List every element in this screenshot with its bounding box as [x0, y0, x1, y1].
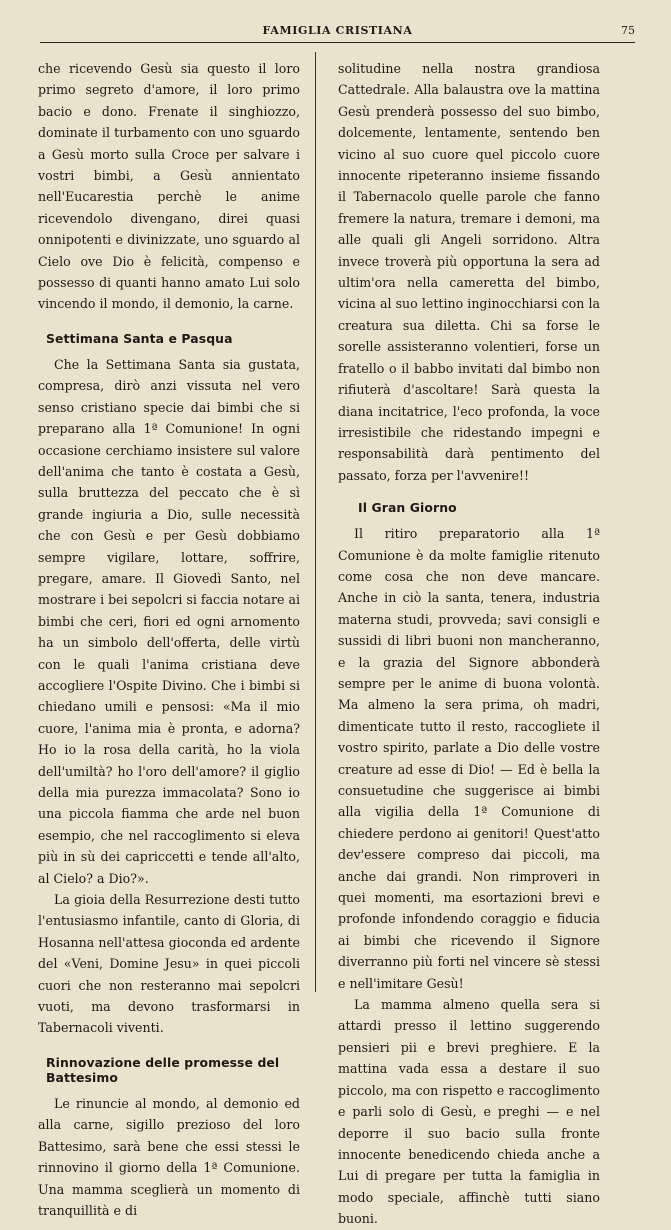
- left-column: [38, 58, 300, 1221]
- section-heading-gran-giorno: Il Gran Giorno: [358, 500, 457, 516]
- paragraph: Che la Settimana Santa sia gustata, compresa, dirò anzi vissuta nel vero senso cristiano specie dai bimbi che si preparano alla 1ª Comunione! In ogni occasione cerchiamo insistere sul valore dell'anima che tanto è costata a Gesù, sulla bruttezza del peccato che è sì grande ingiuria a Dio, sulle necessità che con Gesù e per Gesù dobbiamo sempre vigilare, lottare, soffrire, pregare, amare. Il Giovedì Santo, nel mostrare i bei sepolcri si faccia notare ai bimbi che ceri, fiori ed ogni arnomento ha un simbolo dell'offerta, delle virtù con le quali l'anima cristiana deve accogliere l'Ospite Divino. Che i bimbi si chiedano umili e pensosi: «Ma il mio cuore, l'anima mia è pronta, e adorna? Ho io la rosa della carità, ho la viola dell'umiltà? ho l'oro dell'amore? il giglio della mia purezza immacolata? Sono io una piccola fiamma che arde nel buon esempio, che nel raccoglimento si eleva più in sù dei capriccetti e tende all'alto, al Cielo? a Dio?».: [38, 356, 300, 886]
- section-heading-settimana-santa: Settimana Santa e Pasqua: [46, 330, 233, 346]
- paragraph-continued: solitudine nella nostra grandiosa Cattedrale. Alla balaustra ove la mattina Gesù prenderà possesso del suo bimbo, dolcemente, lentamente, sentendo ben vicino al suo cuore quel piccolo cuore innocente ripeteranno insieme fissando il Tabernacolo quelle parole che fanno fremere la natura, tremare i demoni, ma alle quali gli Angeli sorridono. Altra invece troverà più opportuna la sera ad ultim'ora nella cameretta del bimbo, vicina al suo lettino inginocchiarsi con la creatura sua diletta. Chi sa forse le sorelle assisteranno volentieri, forse un fratello o il babbo invitati dal bimbo non rifiuterà d'ascoltare! Sarà questa la diana incitatrice, l'eco profonda, la voce irresistibile che ridestando impegni e responsabilità darà pentimento del passato, forza per l'avvenire!!: [338, 61, 600, 483]
- paragraph: Le rinuncie al mondo, al demonio ed alla carne, sigillo prezioso del loro Battesimo, sarà bene che essi stessi le rinnovino il giorno della 1ª Comunione. Una mamma sceglierà un momento di tranquillità e di: [38, 1095, 300, 1218]
- section-heading-rinnovazione: Rinnovazione delle promesse del Battesimo: [46, 1054, 280, 1085]
- paragraph: La mamma almeno quella sera si attardi presso il lettino suggerendo pensieri pii e brevi preghiere. E la mattina vada essa a destare il suo piccolo, ma con rispetto e raccoglimento e parli solo di Gesù, e preghi — e nel deporre il suo bacio sulla fronte innocente benedicendo chieda anche a Lui di pregare per tutta la famiglia in modo speciale, affinchè tutti siano buoni.: [338, 997, 600, 1227]
- page-number: 75: [621, 24, 635, 37]
- paragraph-intro: che ricevendo Gesù sia questo il loro primo segreto d'amore, il loro primo bacio e dono. Frenate il singhiozzo, dominate il turbamento con uno sguardo a Gesù morto sulla Croce per salvare i vostri bimbi, a Gesù annientato nell'Eucarestia perchè le anime ricevendolo divengano, direi quasi onnipotenti e divinizzate, uno sguardo al Cielo ove Dio è felicità, compenso e possesso di quanti hanno amato Lui solo vincendo il mondo, il demonio, la carne.: [38, 61, 300, 312]
- column-divider: [315, 52, 316, 992]
- paragraph: La gioia della Resurrezione desti tutto l'entusiasmo infantile, canto di Gloria, di Hosanna nell'attesa gioconda ed ardente del «Veni, Domine Jesu» in quei piccoli cuori che non resteranno mai sepolcri vuoti, ma devono trasformarsi in Tabernacoli viventi.: [38, 892, 300, 1036]
- publication-title: FAMIGLIA CRISTIANA: [262, 24, 413, 37]
- running-header: [40, 24, 635, 42]
- header-rule: [40, 42, 635, 43]
- paragraph: Il ritiro preparatorio alla 1ª Comunione è da molte famiglie ritenuto come cosa che non deve mancare. Anche in ciò la santa, tenera, industria materna studi, provveda; savi consigli e sussidi di libri buoni non mancheranno, e la grazia del Signore abbonderà sempre per le anime di buona volontà. Ma almeno la sera prima, oh madri, dimenticate tutto il resto, raccogliete il vostro spirito, parlate a Dio delle vostre creature ad esse di Dio! — Ed è bella la consuetudine che suggerisce ai bimbi alla vigilia della 1ª Comunione di chiedere perdono ai genitori! Quest'atto dev'essere compreso dai piccoli, ma anche dai grandi. Non rimproveri in quei momenti, ma esortazioni brevi e profonde infondendo coraggio e fiducia ai bimbi che ricevendo il Signore diverranno più forti nel vincere sè stessi e nell'imitare Gesù!: [338, 526, 600, 991]
- right-column: [338, 58, 600, 1230]
